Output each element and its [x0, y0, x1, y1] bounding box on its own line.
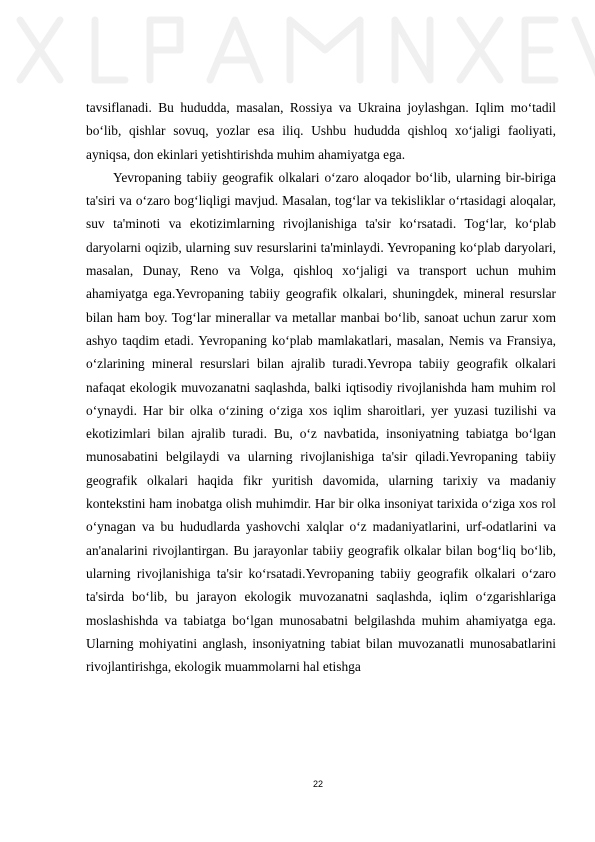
- document-body: [86, 96, 556, 678]
- page-number: 22: [312, 779, 323, 789]
- faded-logo-watermark-icon: [0, 0, 595, 110]
- paragraph-continuation: tavsiflanadi. Bu hududda, masalan, Rossiya va Ukraina joylashgan. Iqlim mo‘tadil bo‘lib, qishlar sovuq, yozlar esa iliq. Ushbu hududda qishloq xo‘jaligi faoliyati, ayniqsa, don ekinlari yetishtirishda muhim ahamiyatga ega.: [86, 100, 556, 162]
- paragraph-main: Yevropaning tabiiy geografik olkalari o‘zaro aloqador bo‘lib, ularning bir-biriga ta'siri va o‘zaro bog‘liqligi mavjud. Masalan, tog‘lar va tekisliklar o‘rtasidagi aloqalar, suv ta'minoti va ekotizimlarning rivojlanishiga ta'sir ko‘rsatadi. Tog‘lar, ko‘plab daryolarni oqizib, ularning suv resurslarini ta'minlaydi. Yevropaning ko‘plab daryolari, masalan, Dunay, Reno va Volga, qishloq xo‘jaligi va transport uchun muhim ahamiyatga ega.Yevropaning tabiiy geografik olkalari, shuningdek, mineral resurslar bilan ham boy. Tog‘lar minerallar va metallar manbai bo‘lib, sanoat uchun zarur xom ashyo taqdim etadi. Yevropaning ko‘plab mamlakatlari, masalan, Nemis va Fransiya, o‘zlarining mineral resurslari bilan ajralib turadi.Yevropa tabiiy geografik olkalari nafaqat ekologik muvozanatni saqlashda, balki iqtisodiy rivojlanishda ham muhim rol o‘ynaydi. Har bir olka o‘zining o‘ziga xos iqlim sharoitlari, yer yuzasi tuzilishi va ekotizimlari bilan ajralib turadi. Bu, o‘z navbatida, insoniyatning tabiatga bo‘lgan munosabatini belgilaydi va ularning rivojlanishiga ta'sir qiladi.Yevropaning tabiiy geografik olkalari haqida fikr yuritish davomida, ularning tarixiy va madaniy kontekstini ham inobatga olish muhimdir. Har bir olka insoniyat tarixida o‘ziga xos rol o‘ynagan va bu hududlarda yashovchi xalqlar o‘z madaniyatlarini, urf-odatlarini va an'analarini rivojlantirgan. Bu jarayonlar tabiiy geografik olkalar bilan bog‘liq bo‘lib, ularning rivojlanishiga ta'sir ko‘rsatadi.Yevropaning tabiiy geografik olkalari o‘zaro ta'sirda bo‘lib, bu jarayon ekologik muvozanatni saqlashda, iqlim o‘zgarishlariga moslashishda va tabiatga bo‘lgan munosabatni belgilashda muhim ahamiyatga ega. Ularning mohiyatini anglash, insoniyatning tabiat bilan muvozanatli munosabatlarini rivojlantirishga, ekologik muammolarni hal etishga: [86, 169, 556, 675]
